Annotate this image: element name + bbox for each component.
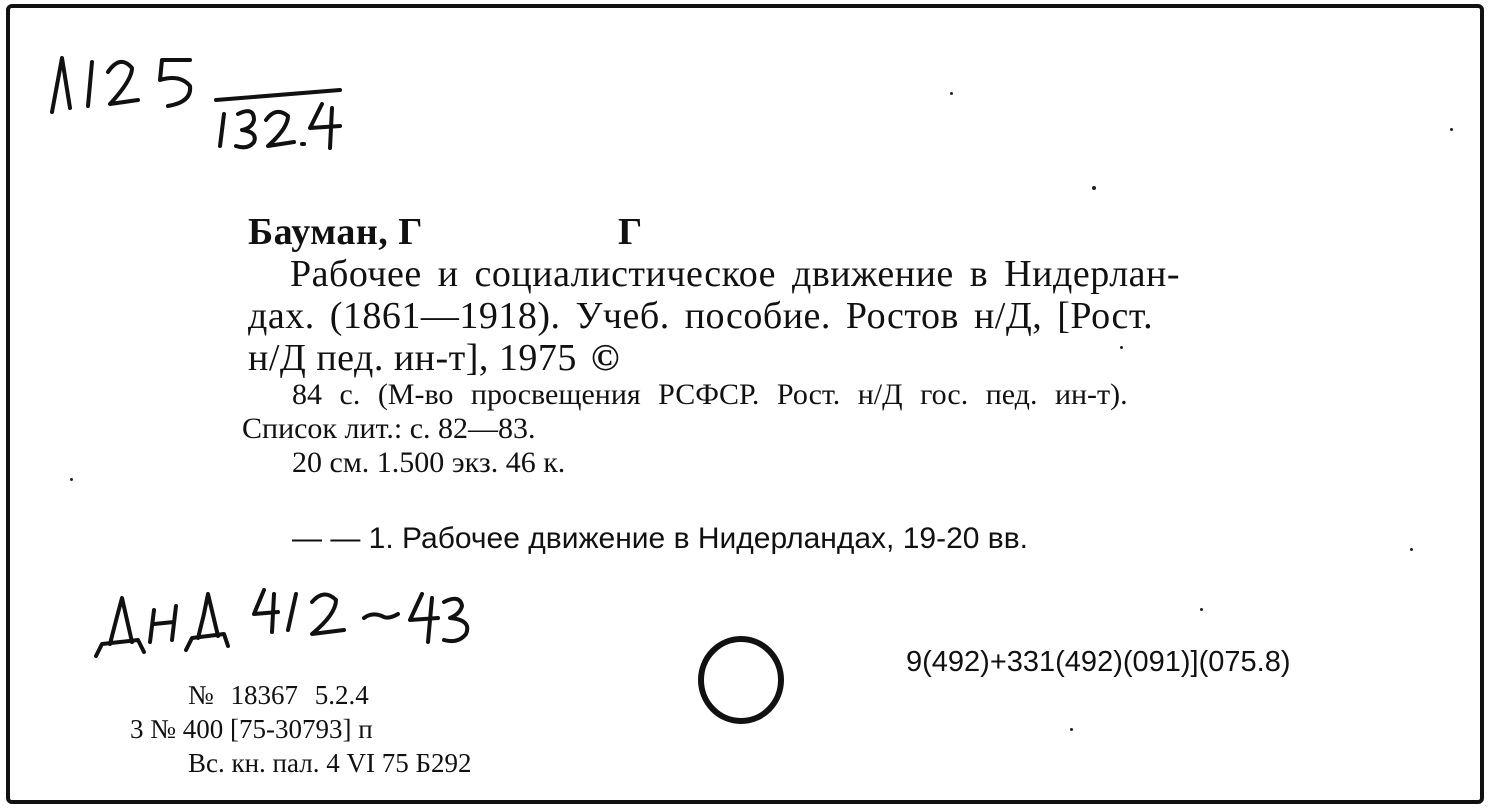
author-surname: Бауман, Г bbox=[248, 211, 423, 253]
scan-speck bbox=[1200, 608, 1203, 611]
classification-index: 9(492)+331(492)(091)](075.8) bbox=[906, 646, 1291, 678]
title-line-1: Рабочее и социалистическое движение в Нидерлан- bbox=[290, 253, 1181, 295]
scan-speck bbox=[950, 92, 953, 95]
author-initial: Г bbox=[618, 211, 643, 253]
scan-speck bbox=[70, 478, 73, 481]
subject-heading: — — 1. Рабочее движение в Нидерландах, 19-20 вв. bbox=[292, 522, 1028, 555]
collation-line-2: Список лит.: с. 82—83. bbox=[242, 412, 536, 445]
handwritten-call-number bbox=[40, 44, 360, 154]
order-number: 3 № 400 [75-30793] п bbox=[130, 714, 373, 744]
book-chamber-line: Вс. кн. пал. 4 VI 75 Б292 bbox=[188, 748, 472, 778]
stamp-circle bbox=[694, 634, 790, 730]
scan-speck bbox=[1092, 186, 1096, 190]
card-number: № 18367 5.2.4 bbox=[188, 680, 369, 710]
copyright-symbol: © bbox=[590, 337, 620, 379]
scan-speck bbox=[1450, 128, 1453, 131]
handwritten-inventory-note bbox=[92, 580, 512, 670]
title-line-3-text: н/Д пед. ин-т], 1975 bbox=[248, 337, 577, 379]
title-line-3 bbox=[248, 336, 620, 380]
collation-line-1: 84 с. (М-во просвещения РСФСР. Рост. н/Д гос. пед. ин-т). bbox=[292, 378, 1128, 411]
scan-speck bbox=[1070, 728, 1073, 731]
collation-line-3: 20 см. 1.500 экз. 46 к. bbox=[292, 446, 566, 479]
scan-speck bbox=[1410, 548, 1413, 551]
catalog-card bbox=[6, 4, 1484, 804]
title-line-2: дах. (1861—1918). Учеб. пособие. Ростов н/Д, [Рост. bbox=[248, 295, 1154, 337]
scan-speck bbox=[1120, 346, 1123, 349]
